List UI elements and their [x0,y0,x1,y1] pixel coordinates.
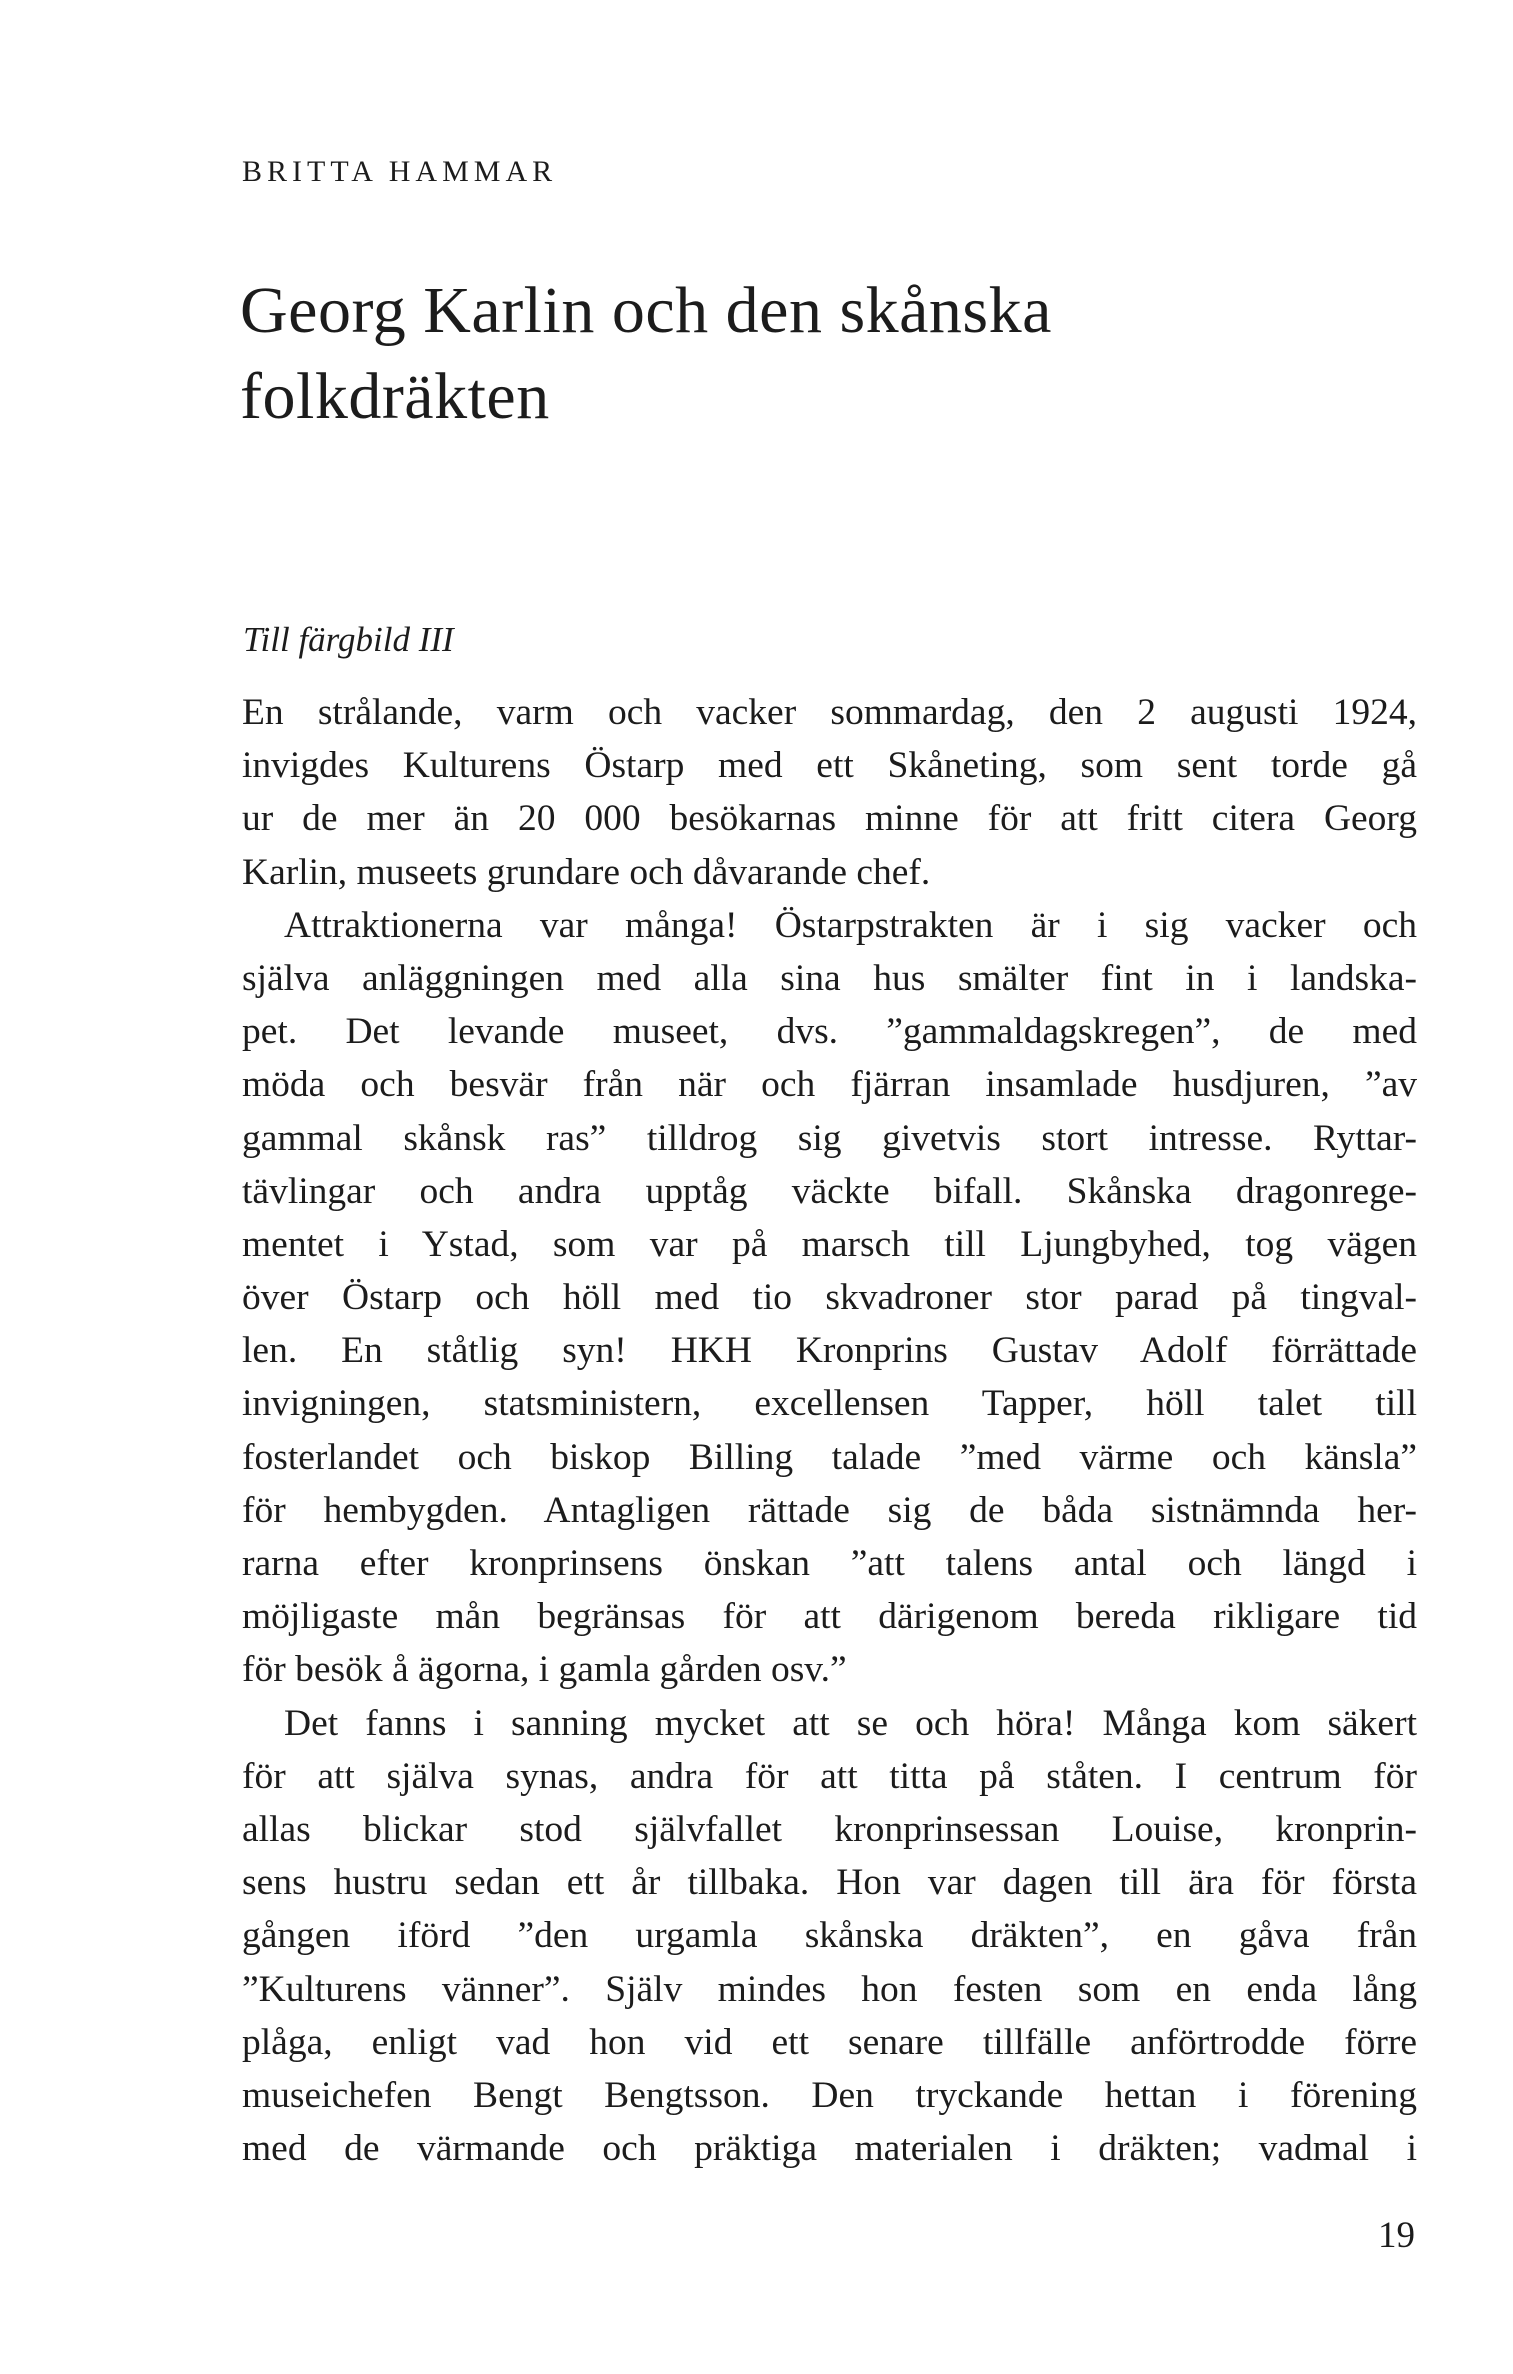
text-line: gammal skånsk ras” tilldrog sig givetvis stort intresse. Ryttar- [242,1117,1417,1159]
page-number: 19 [1378,2215,1415,2256]
text-line: för att själva synas, andra för att titta på ståten. I centrum för [242,1755,1417,1797]
author-name: BRITTA HAMMAR [242,155,558,188]
text-line: sens hustru sedan ett år tillbaka. Hon var dagen till ära för första [242,1862,1417,1904]
title-line-2: folkdräkten [240,360,550,433]
text-line: invigdes Kulturens Östarp med ett Skåneting, som sent torde gå [242,745,1417,787]
text-line: invigningen, statsministern, excellensen Tapper, höll talet till [242,1383,1417,1425]
text-line: pet. Det levande museet, dvs. ”gammaldagskregen”, de med [242,1011,1417,1053]
text-line: möda och besvär från när och fjärran insamlade husdjuren, ”av [242,1064,1417,1106]
text-line: ur de mer än 20 000 besökarnas minne för att fritt citera Georg [242,798,1417,840]
text-line: len. En ståtlig syn! HKH Kronprins Gustav Adolf förrättade [242,1330,1417,1372]
text-line: över Östarp och höll med tio skvadroner stor parad på tingval- [242,1277,1417,1319]
title-line-1: Georg Karlin och den skånska [240,274,1052,347]
body-text [242,686,1417,2175]
text-line: tävlingar och andra upptåg väckte bifall. Skånska dragonrege- [242,1170,1417,1212]
text-line: mentet i Ystad, som var på marsch till Ljungbyhed, tog vägen [242,1223,1417,1265]
text-line: En strålande, varm och vacker sommardag, den 2 augusti 1924, [242,692,1417,733]
text-line: fosterlandet och biskop Billing talade ”med värme och känsla” [242,1436,1417,1478]
article-title [240,268,1340,440]
text-line: rarna efter kronprinsens önskan ”att talens antal och längd i [242,1543,1417,1584]
text-line: ”Kulturens vänner”. Själv mindes hon festen som en enda lång [242,1968,1417,2010]
color-plate-reference: Till färgbild III [243,620,454,659]
text-line: Det fanns i sanning mycket att se och höra! Många kom säkert [284,1702,1417,1744]
text-line: Attraktionerna var många! Östarpstrakten är i sig vacker och [284,904,1417,946]
text-line: plåga, enligt vad hon vid ett senare tillfälle anförtrodde förre [242,2021,1417,2063]
text-line: allas blickar stod självfallet kronprinsessan Louise, kronprin- [242,1808,1417,1850]
text-line: med de värmande och präktiga materialen i dräkten; vadmal i [242,2128,1417,2170]
text-line: för besök å ägorna, i gamla gården osv.” [242,1649,847,1691]
text-line: museichefen Bengt Bengtsson. Den tryckande hettan i förening [242,2074,1417,2116]
text-line: själva anläggningen med alla sina hus smälter fint in i landska- [242,957,1417,999]
text-line: möjligaste mån begränsas för att därigenom bereda rikligare tid [242,1596,1417,1638]
text-line: för hembygden. Antagligen rättade sig de båda sistnämnda her- [242,1489,1417,1531]
text-line: Karlin, museets grundare och dåvarande chef. [242,851,931,893]
text-line: gången iförd ”den urgamla skånska dräkten”, en gåva från [242,1915,1417,1957]
